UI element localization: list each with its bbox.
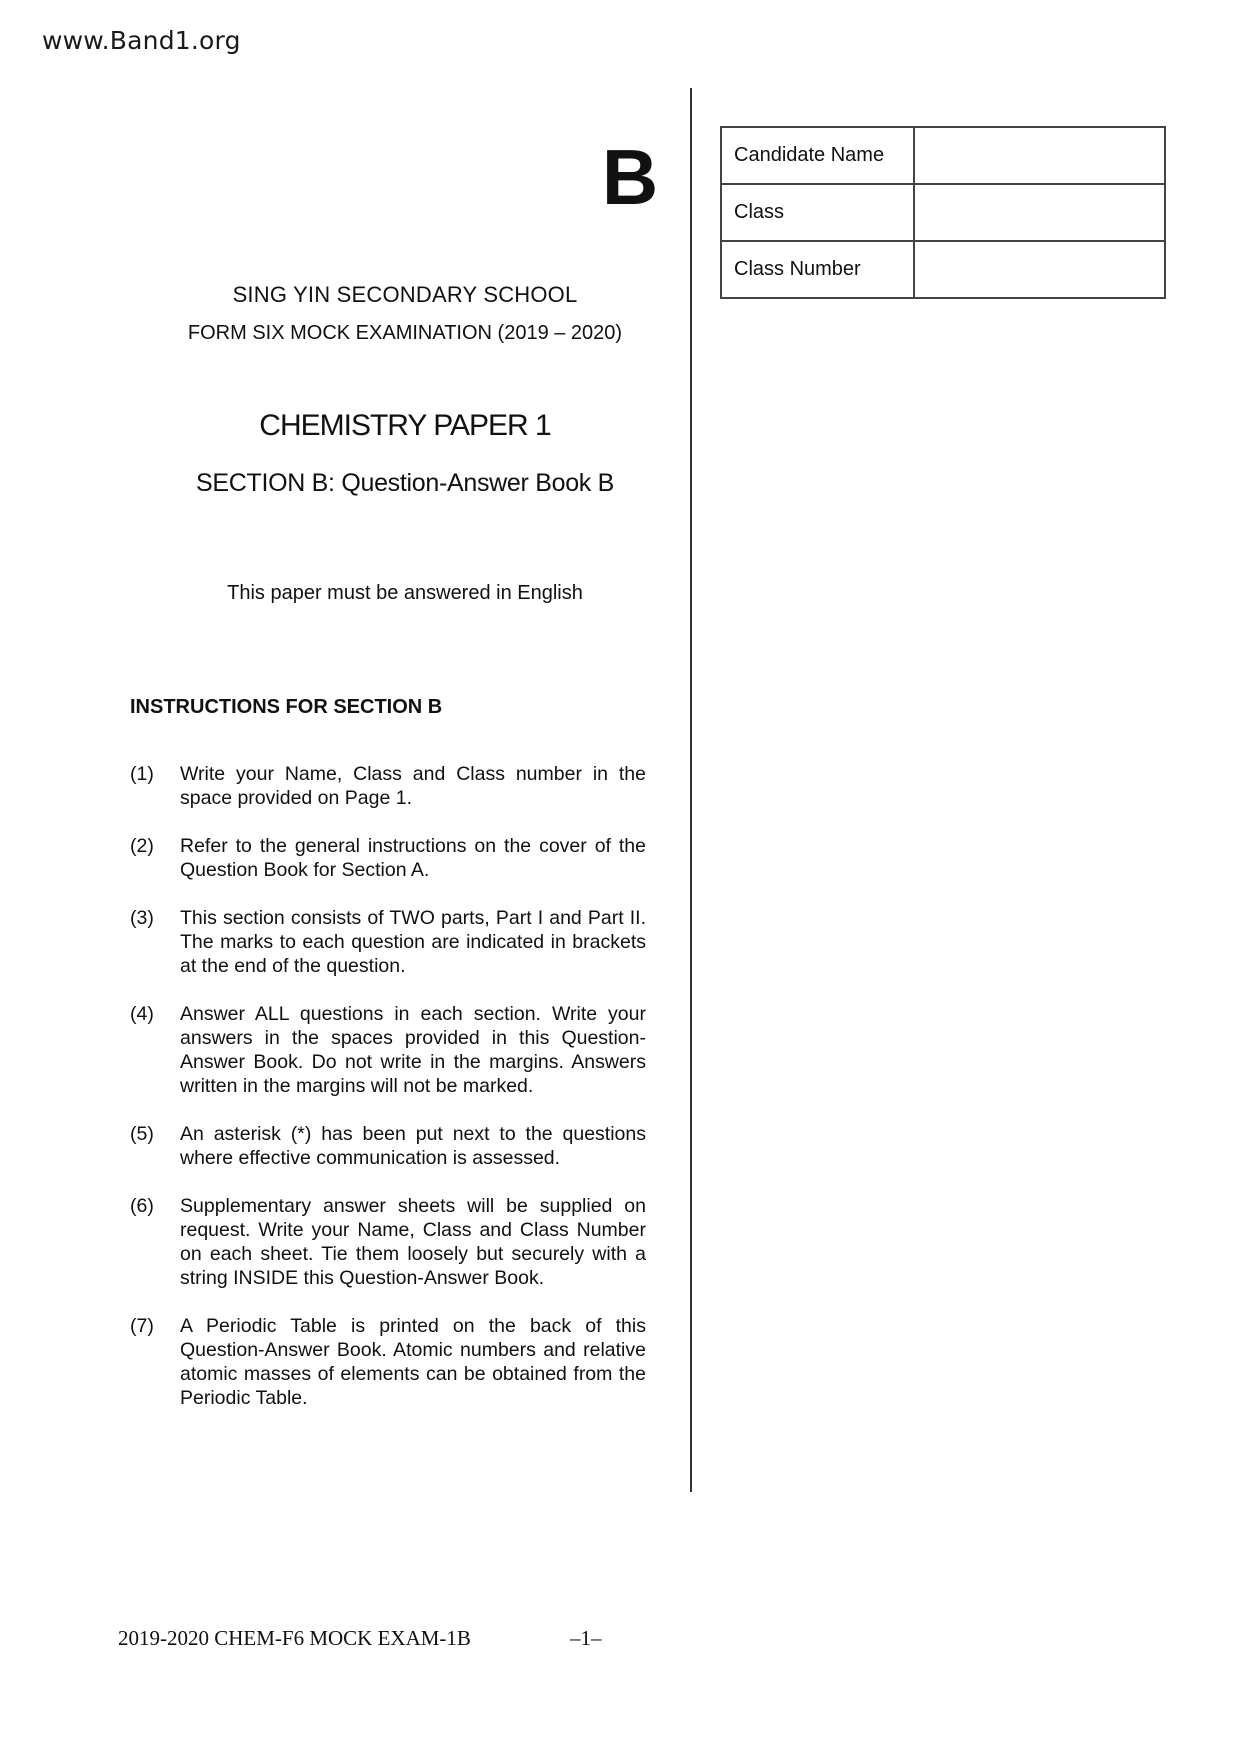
- instruction-number: (3): [130, 907, 154, 929]
- instruction-text: An asterisk (*) has been put next to the questions where effective communication is assessed.: [180, 1123, 646, 1169]
- instruction-item: [130, 1002, 646, 1098]
- page-number: –1–: [570, 1626, 602, 1650]
- instruction-text: Supplementary answer sheets will be supplied on request. Write your Name, Class and Class Number on each sheet. Tie them loosely but securely with a string INSIDE this Question-Answer Book.: [180, 1195, 646, 1289]
- footer-exam-code: 2019-2020 CHEM-F6 MOCK EXAM-1B: [118, 1626, 471, 1650]
- candidate-info-table: [720, 126, 1166, 299]
- instruction-number: (6): [130, 1195, 154, 1217]
- paper-title: CHEMISTRY PAPER 1: [259, 409, 551, 442]
- class-number-label: Class Number: [721, 241, 914, 298]
- book-letter: B: [601, 133, 659, 221]
- candidate-name-field[interactable]: [914, 127, 1165, 184]
- instructions-list: [130, 762, 646, 1434]
- instruction-item: [130, 762, 646, 810]
- table-row: [721, 184, 1165, 241]
- instruction-item: [130, 1122, 646, 1170]
- language-note: This paper must be answered in English: [227, 582, 583, 604]
- instruction-item: [130, 906, 646, 978]
- instruction-item: [130, 1314, 646, 1410]
- class-label: Class: [721, 184, 914, 241]
- instruction-item: [130, 1194, 646, 1290]
- section-title: SECTION B: Question-Answer Book B: [195, 469, 615, 497]
- instruction-number: (1): [130, 763, 154, 785]
- instructions-heading: INSTRUCTIONS FOR SECTION B: [130, 696, 443, 718]
- instruction-number: (4): [130, 1003, 154, 1025]
- instruction-text: Refer to the general instructions on the cover of the Question Book for Section A.: [180, 835, 646, 881]
- candidate-name-label: Candidate Name: [721, 127, 914, 184]
- instruction-text: This section consists of TWO parts, Part I and Part II. The marks to each question are indicated in brackets at the end of the question.: [180, 907, 646, 977]
- exam-title: FORM SIX MOCK EXAMINATION (2019 – 2020): [187, 322, 623, 344]
- watermark: www.Band1.org: [42, 26, 241, 55]
- class-number-field[interactable]: [914, 241, 1165, 298]
- instruction-text: Write your Name, Class and Class number in the space provided on Page 1.: [180, 763, 646, 809]
- instruction-item: [130, 834, 646, 882]
- instruction-number: (5): [130, 1123, 154, 1145]
- instruction-text: Answer ALL questions in each section. Write your answers in the spaces provided in this Question-Answer Book. Do not write in the margins. Answers written in the margins will not be marked.: [180, 1003, 646, 1097]
- instruction-number: (7): [130, 1315, 154, 1337]
- instruction-number: (2): [130, 835, 154, 857]
- school-name: SING YIN SECONDARY SCHOOL: [232, 282, 578, 307]
- class-field[interactable]: [914, 184, 1165, 241]
- instruction-text: A Periodic Table is printed on the back of this Question-Answer Book. Atomic numbers and relative atomic masses of elements can be obtained from the Periodic Table.: [180, 1315, 646, 1409]
- table-row: [721, 127, 1165, 184]
- table-row: [721, 241, 1165, 298]
